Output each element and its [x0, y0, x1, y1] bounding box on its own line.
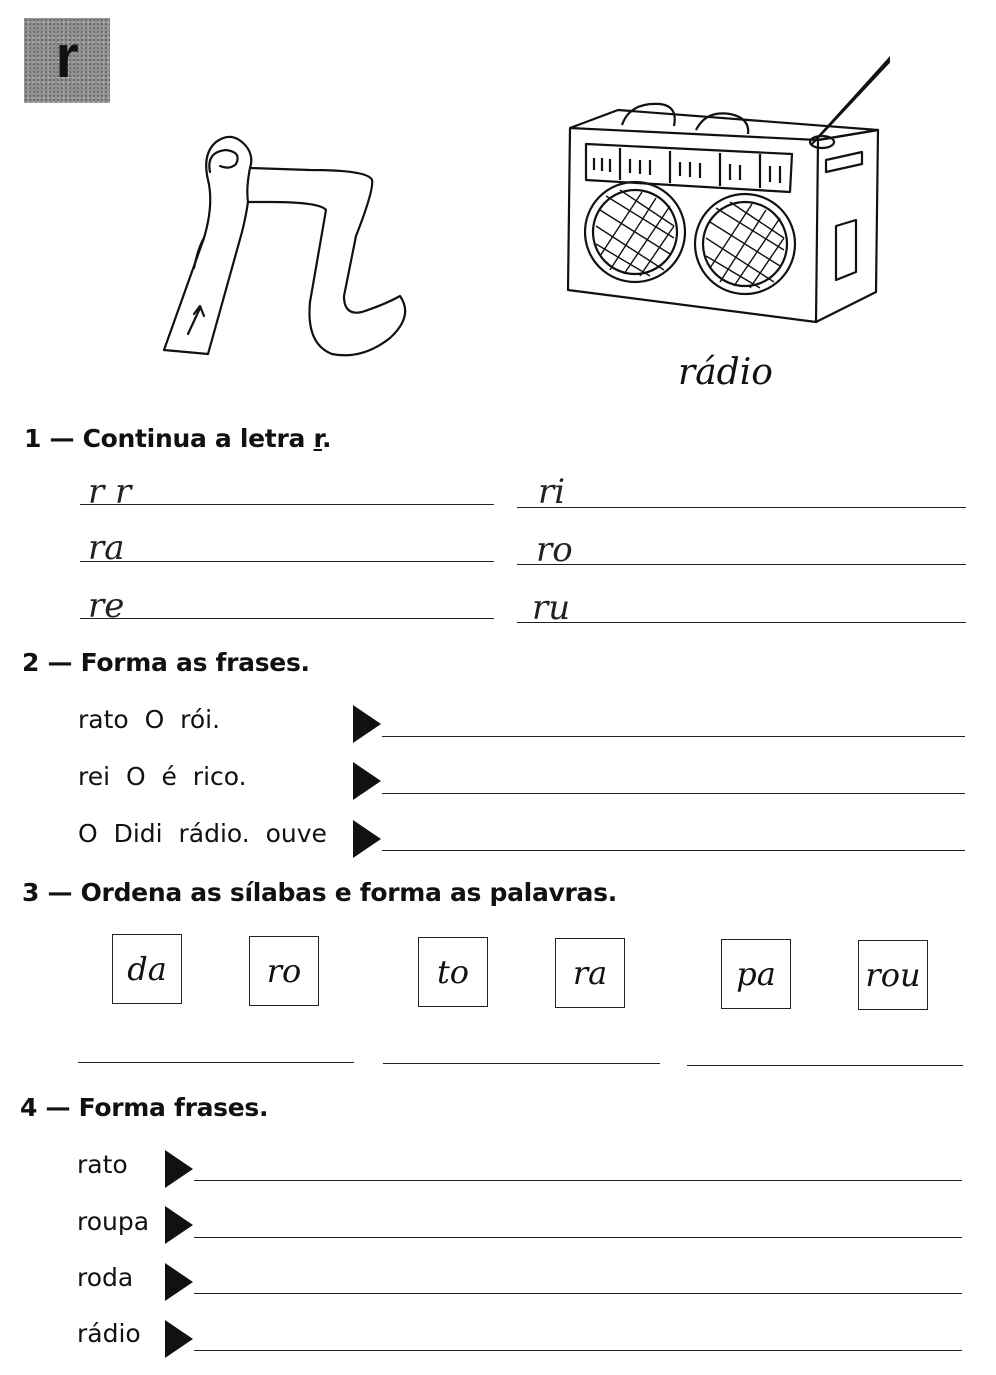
syllable-card — [249, 936, 319, 1006]
ex1-heading-letter: r — [313, 424, 322, 453]
arrow-right-icon — [165, 1150, 193, 1188]
ex1-row3-left-line[interactable] — [80, 618, 494, 619]
ex1-row2-left-line[interactable] — [80, 561, 494, 562]
ex1-row3-right-model: ru — [532, 588, 571, 628]
syllable-card — [112, 934, 182, 1004]
arrow-right-icon — [165, 1320, 193, 1358]
syllable-card — [418, 937, 488, 1007]
ex4-word-4: rádio — [77, 1319, 141, 1348]
ex4-word-3: roda — [77, 1263, 134, 1292]
ex2-item-2-answer-line[interactable] — [382, 793, 965, 794]
ex2-item-2-words: rei O é rico. — [78, 762, 247, 791]
ex3-answer-line-1[interactable] — [78, 1062, 354, 1063]
syllable-card — [721, 939, 791, 1009]
ex1-heading-prefix: 1 — Continua a letra — [24, 424, 314, 453]
ex1-row1-right-line[interactable] — [517, 507, 966, 508]
arrow-right-icon — [165, 1263, 193, 1301]
ex3-answer-line-2[interactable] — [383, 1063, 660, 1064]
arrow-right-icon — [353, 762, 381, 800]
syllable-text: ro — [266, 952, 302, 990]
cursive-r-illustration — [150, 128, 430, 368]
ex3-answer-line-3[interactable] — [687, 1065, 963, 1066]
syllable-text: da — [127, 950, 167, 988]
arrow-right-icon — [165, 1206, 193, 1244]
ex4-answer-line-1[interactable] — [194, 1180, 962, 1181]
ex2-item-1-answer-line[interactable] — [382, 736, 965, 737]
syllable-text: rou — [865, 956, 921, 994]
ex4-answer-line-4[interactable] — [194, 1350, 962, 1351]
radio-illustration — [560, 30, 890, 330]
ex4-word-1: rato — [77, 1150, 128, 1179]
arrow-right-icon — [353, 705, 381, 743]
ex4-heading: 4 — Forma frases. — [20, 1093, 269, 1122]
ex4-word-2: roupa — [77, 1207, 150, 1236]
syllable-card — [555, 938, 625, 1008]
ex1-row1-left-model: r r — [88, 472, 132, 512]
ex1-heading — [24, 424, 331, 453]
ex4-answer-line-3[interactable] — [194, 1293, 962, 1294]
ex1-row3-left-model: re — [88, 586, 125, 626]
syllable-text: to — [436, 953, 470, 991]
ex1-row3-right-line[interactable] — [517, 622, 966, 623]
syllable-text: ra — [572, 954, 608, 992]
letter-badge-text: r — [55, 22, 79, 90]
ex2-item-3-answer-line[interactable] — [382, 850, 965, 851]
ex2-item-3-words: O Didi rádio. ouve — [78, 819, 327, 848]
ex1-row2-left-model: ra — [88, 528, 125, 568]
letter-badge — [24, 18, 110, 103]
picture-word: rádio — [678, 352, 773, 393]
ex1-row1-left-line[interactable] — [80, 504, 494, 505]
ex1-row2-right-model: ro — [536, 530, 573, 570]
ex1-row2-right-line[interactable] — [517, 564, 966, 565]
ex2-heading: 2 — Forma as frases. — [22, 648, 310, 677]
ex3-heading: 3 — Ordena as sílabas e forma as palavras. — [22, 878, 617, 907]
ex1-row1-right-model: ri — [538, 472, 566, 512]
ex1-heading-suffix: . — [321, 424, 332, 453]
ex4-answer-line-2[interactable] — [194, 1237, 962, 1238]
arrow-right-icon — [353, 820, 381, 858]
syllable-card — [858, 940, 928, 1010]
syllable-text: pa — [736, 955, 776, 993]
ex2-item-1-words: rato O rói. — [78, 705, 221, 734]
